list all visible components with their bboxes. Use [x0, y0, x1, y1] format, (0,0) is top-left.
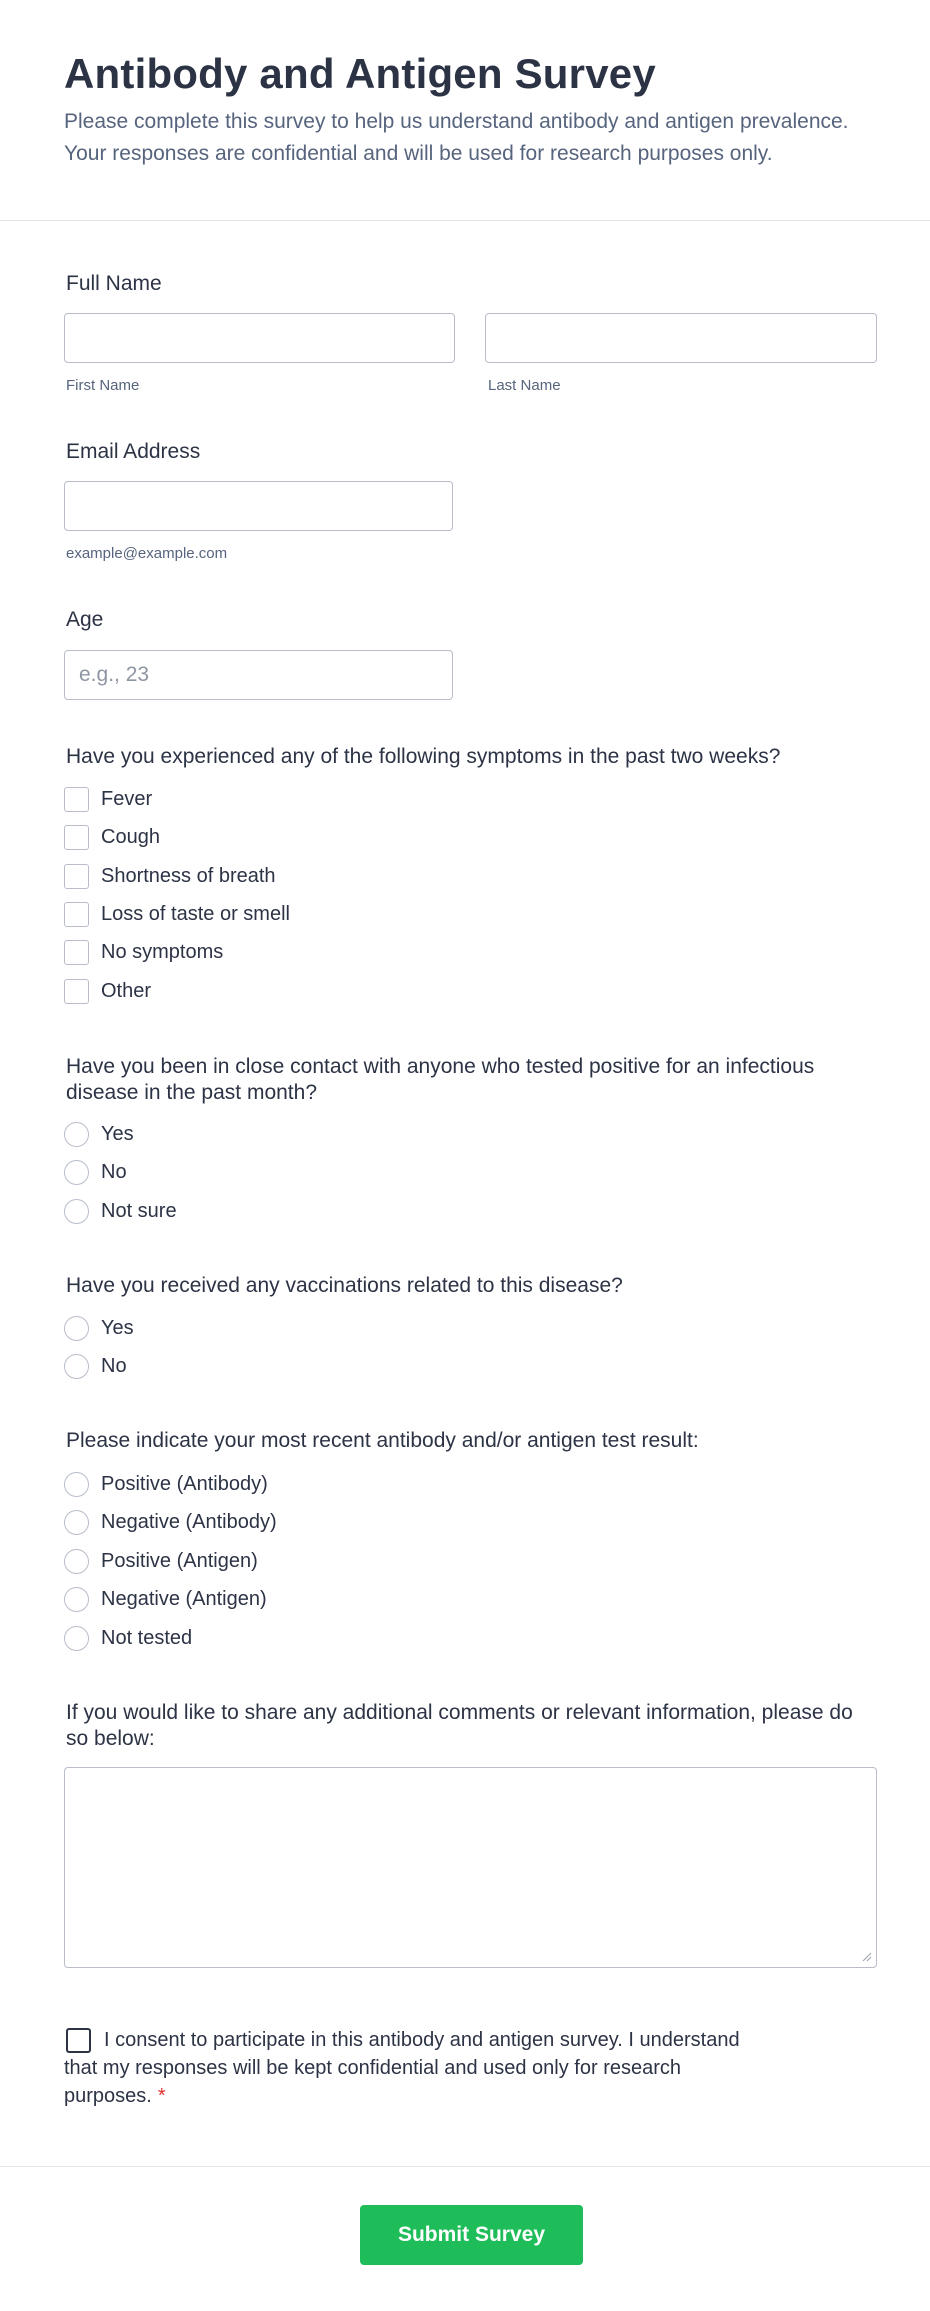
radio-button[interactable] — [64, 1199, 89, 1224]
option-label: Yes — [101, 1316, 134, 1339]
resize-handle-icon[interactable] — [862, 1952, 872, 1962]
symptoms-question: Have you experienced any of the following symptoms in the past two weeks? — [66, 745, 781, 768]
radio-button[interactable] — [64, 1549, 89, 1574]
radio-button[interactable] — [64, 1587, 89, 1612]
test-option-not-tested[interactable] — [64, 1625, 192, 1651]
consent-text — [64, 2026, 804, 2110]
question-line: Have you been in close contact with anyone who tested positive for an infectious — [66, 1055, 815, 1078]
question-line: If you would like to share any additional comments or relevant information, please do — [66, 1701, 853, 1724]
symptom-option-no-symptoms[interactable] — [64, 939, 223, 965]
age-label: Age — [66, 608, 104, 631]
last-name-sublabel: Last Name — [488, 377, 561, 394]
symptom-option-loss-of-taste[interactable] — [64, 901, 290, 927]
option-label: Fever — [101, 787, 153, 810]
option-label: Positive (Antibody) — [101, 1472, 268, 1495]
test-option-positive-antibody[interactable] — [64, 1471, 268, 1497]
consent-line: purposes. — [64, 2085, 152, 2107]
test-option-negative-antibody[interactable] — [64, 1509, 277, 1535]
radio-button[interactable] — [64, 1510, 89, 1535]
radio-button[interactable] — [64, 1626, 89, 1651]
consent-line: I consent to participate in this antibody and antigen survey. I understand — [104, 2029, 740, 2051]
form-header — [0, 0, 930, 221]
vaccination-option-no[interactable] — [64, 1353, 127, 1379]
option-label: Loss of taste or smell — [101, 902, 290, 925]
email-input[interactable] — [64, 481, 453, 531]
consent-line: that my responses will be kept confidential and used only for research — [64, 2057, 682, 2079]
contact-option-not-sure[interactable] — [64, 1198, 177, 1224]
radio-button[interactable] — [64, 1472, 89, 1497]
test-option-negative-antigen[interactable] — [64, 1586, 267, 1612]
radio-button[interactable] — [64, 1122, 89, 1147]
symptom-option-other[interactable] — [64, 978, 151, 1004]
radio-button[interactable] — [64, 1354, 89, 1379]
test-result-question: Please indicate your most recent antibody and/or antigen test result: — [66, 1429, 699, 1452]
required-asterisk: * — [157, 2085, 166, 2107]
vaccination-option-yes[interactable] — [64, 1315, 134, 1341]
comments-question — [66, 1700, 886, 1752]
email-sublabel: example@example.com — [66, 545, 228, 562]
comments-textarea[interactable] — [64, 1767, 877, 1968]
age-input[interactable] — [64, 650, 453, 700]
radio-button[interactable] — [64, 1316, 89, 1341]
checkbox[interactable] — [64, 940, 89, 965]
full-name-label: Full Name — [66, 272, 162, 295]
question-line: so below: — [66, 1727, 155, 1750]
option-label: Yes — [101, 1122, 134, 1145]
symptom-option-shortness-of-breath[interactable] — [64, 863, 276, 889]
option-label: Not tested — [101, 1626, 193, 1649]
form-subtitle — [64, 106, 894, 170]
option-label: No — [101, 1160, 127, 1183]
last-name-input[interactable] — [485, 313, 877, 363]
contact-option-yes[interactable] — [64, 1121, 134, 1147]
radio-button[interactable] — [64, 1160, 89, 1185]
option-label: Positive (Antigen) — [101, 1549, 258, 1572]
checkbox[interactable] — [64, 979, 89, 1004]
option-label: No symptoms — [101, 940, 224, 963]
test-option-positive-antigen[interactable] — [64, 1548, 258, 1574]
option-label: Negative (Antigen) — [101, 1587, 267, 1610]
contact-question — [66, 1054, 886, 1106]
subtitle-line: Please complete this survey to help us understand antibody and antigen prevalence. — [64, 110, 849, 133]
option-label: No — [101, 1354, 127, 1377]
checkbox[interactable] — [64, 787, 89, 812]
email-label: Email Address — [66, 440, 201, 463]
checkbox[interactable] — [64, 902, 89, 927]
contact-option-no[interactable] — [64, 1159, 127, 1185]
option-label: Cough — [101, 825, 160, 848]
checkbox[interactable] — [64, 864, 89, 889]
first-name-input[interactable] — [64, 313, 455, 363]
first-name-sublabel: First Name — [66, 377, 140, 394]
option-label: Shortness of breath — [101, 864, 276, 887]
question-line: disease in the past month? — [66, 1081, 317, 1104]
checkbox[interactable] — [64, 825, 89, 850]
option-label: Negative (Antibody) — [101, 1510, 277, 1533]
option-label: Other — [101, 979, 152, 1002]
symptom-option-fever[interactable] — [64, 786, 152, 812]
submit-survey-button[interactable]: Submit Survey — [360, 2205, 583, 2265]
symptom-option-cough[interactable] — [64, 824, 160, 850]
subtitle-line: Your responses are confidential and will be used for research purposes only. — [64, 142, 773, 165]
option-label: Not sure — [101, 1199, 177, 1222]
form-title: Antibody and Antigen Survey — [64, 50, 656, 97]
vaccination-question: Have you received any vaccinations related to this disease? — [66, 1274, 623, 1297]
